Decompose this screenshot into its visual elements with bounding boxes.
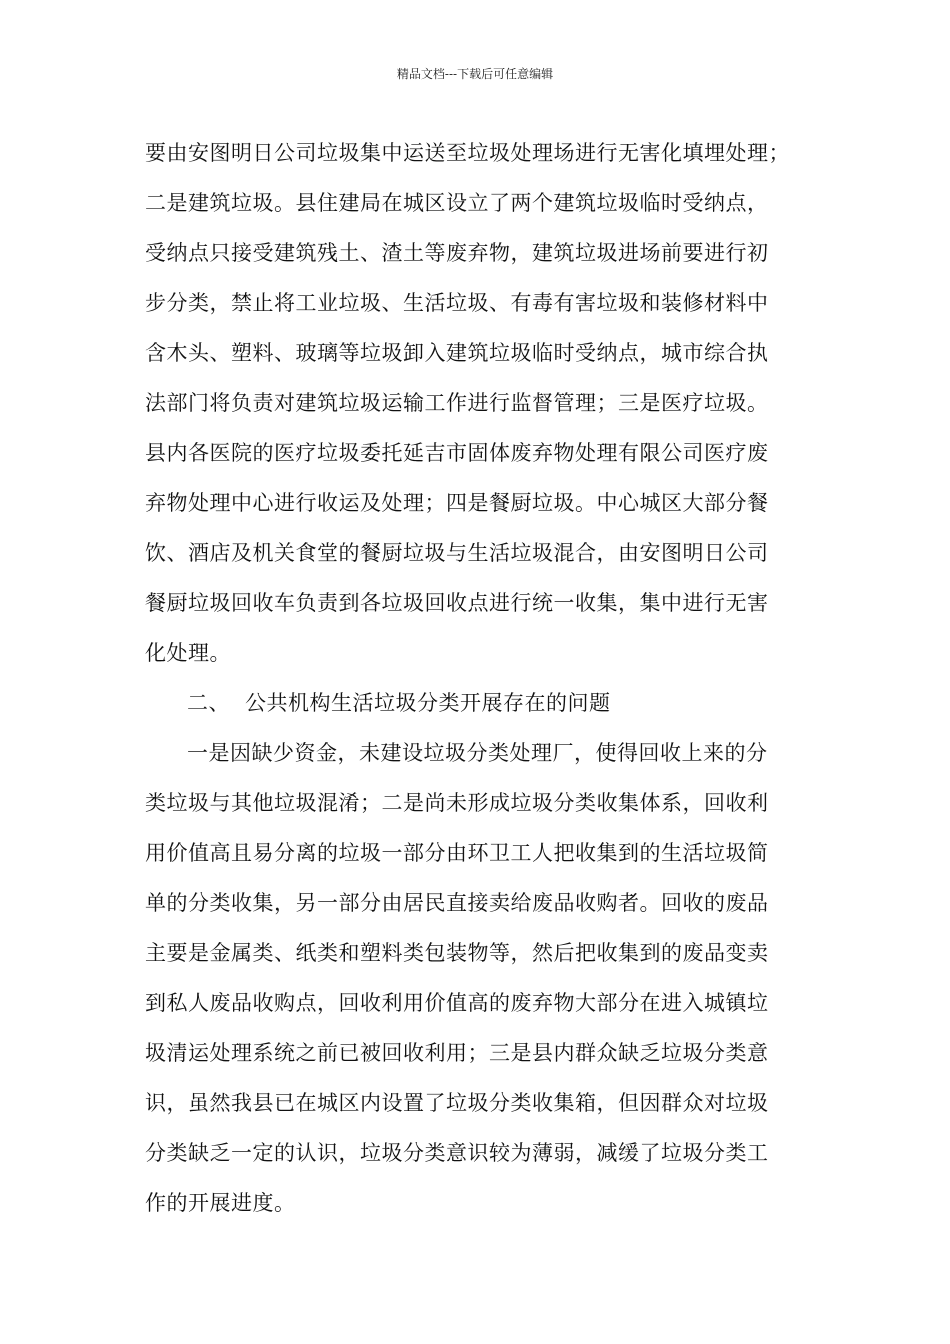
paragraph-line: 饮、酒店及机关食堂的餐厨垃圾与生活垃圾混合，由安图明日公司: [145, 541, 769, 565]
document-body: [145, 128, 815, 1228]
paragraph-line: 化处理。: [145, 641, 231, 665]
paragraph-line: 识，虽然我县已在城区内设置了垃圾分类收集箱，但因群众对垃圾: [145, 1091, 769, 1115]
paragraph-line: 主要是金属类、纸类和塑料类包装物等，然后把收集到的废品变卖: [145, 941, 769, 965]
paragraph-line: 步分类，禁止将工业垃圾、生活垃圾、有毒有害垃圾和装修材料中: [145, 291, 769, 315]
paragraph-line: 到私人废品收购点，回收利用价值高的废弃物大部分在进入城镇垃: [145, 991, 769, 1015]
paragraph-line: 法部门将负责对建筑垃圾运输工作进行监督管理；三是医疗垃圾。: [145, 391, 769, 415]
paragraph-line: 受纳点只接受建筑残土、渣土等废弃物，建筑垃圾进场前要进行初: [145, 241, 769, 265]
paragraph-line: 弃物处理中心进行收运及处理；四是餐厨垃圾。中心城区大部分餐: [145, 491, 769, 515]
paragraph-line: 作的开展进度。: [145, 1191, 296, 1215]
paragraph-line: 要由安图明日公司垃圾集中运送至垃圾处理场进行无害化填埋处理；: [145, 141, 790, 165]
section-heading: [145, 678, 815, 728]
paragraph-line: 含木头、塑料、玻璃等垃圾卸入建筑垃圾临时受纳点，城市综合执: [145, 341, 769, 365]
paragraph-line: 用价值高且易分离的垃圾一部分由环卫工人把收集到的生活垃圾简: [145, 841, 769, 865]
paragraph-line: 餐厨垃圾回收车负责到各垃圾回收点进行统一收集，集中进行无害: [145, 591, 769, 615]
paragraph-line: 县内各医院的医疗垃圾委托延吉市固体废弃物处理有限公司医疗废: [145, 441, 769, 465]
paragraph-line: 单的分类收集，另一部分由居民直接卖给废品收购者。回收的废品: [145, 891, 769, 915]
paragraph-line: 类垃圾与其他垃圾混淆；二是尚未形成垃圾分类收集体系，回收利: [145, 791, 769, 815]
section-number: 二、: [187, 691, 230, 715]
paragraph-line: 分类缺乏一定的认识，垃圾分类意识较为薄弱，减缓了垃圾分类工: [145, 1141, 769, 1165]
paragraph-line: 二是建筑垃圾。县住建局在城区设立了两个建筑垃圾临时受纳点，: [145, 191, 769, 215]
paragraph-line: 一是因缺少资金，未建设垃圾分类处理厂，使得回收上来的分: [187, 741, 768, 765]
page-header: 精品文档---下载后可任意编辑: [396, 67, 554, 81]
section-title: 公共机构生活垃圾分类开展存在的问题: [245, 691, 611, 715]
paragraph-line: 圾清运处理系统之前已被回收利用；三是县内群众缺乏垃圾分类意: [145, 1041, 769, 1065]
